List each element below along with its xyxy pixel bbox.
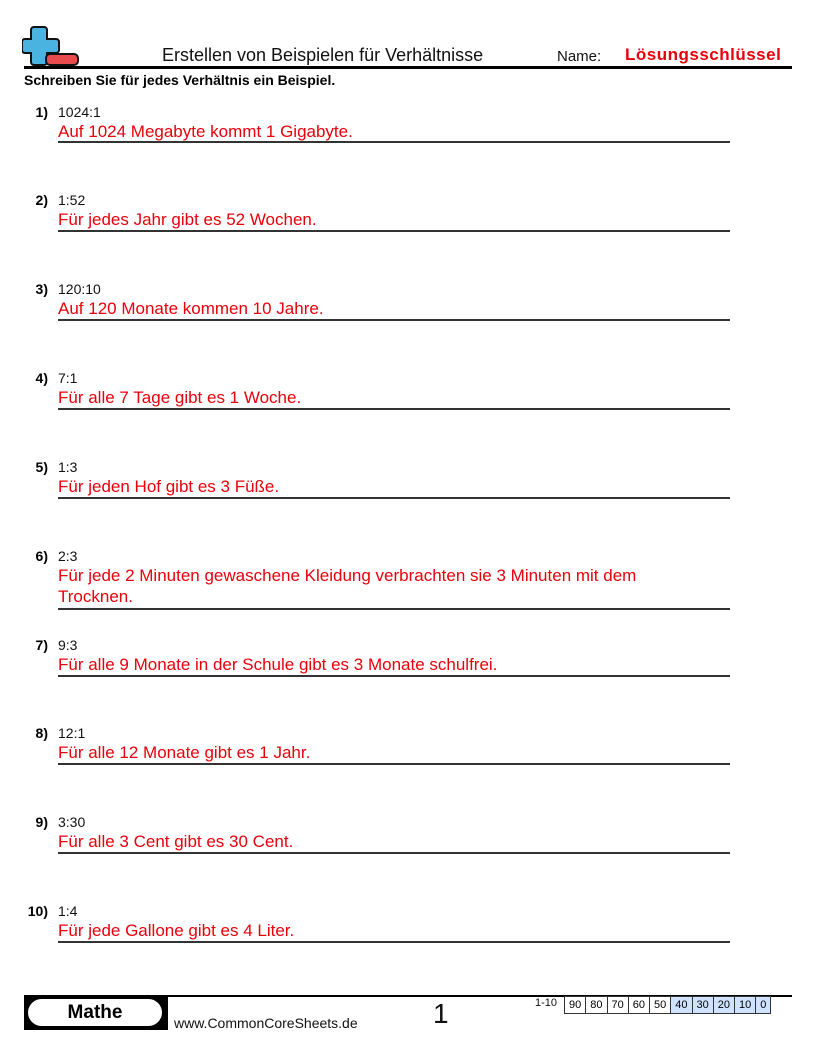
problem-ratio: 2:3 — [58, 548, 78, 564]
answer-line — [58, 497, 730, 499]
score-cell: 60 — [628, 997, 649, 1014]
answer-text: Auf 1024 Megabyte kommt 1 Gigabyte. — [58, 122, 353, 141]
problem-number: 3) — [35, 281, 48, 297]
answer-text: Für alle 7 Tage gibt es 1 Woche. — [58, 388, 302, 407]
score-cell: 30 — [692, 997, 713, 1014]
problem-number: 6) — [35, 548, 48, 564]
answer-line — [58, 141, 730, 143]
problem-ratio: 120:10 — [58, 281, 101, 297]
problem-number: 2) — [35, 192, 48, 208]
problem-number: 8) — [35, 725, 48, 741]
problem-ratio: 1:52 — [58, 192, 86, 208]
problem-ratio: 9:3 — [58, 637, 78, 653]
problem-ratio: 1:4 — [58, 903, 78, 919]
answer-text: Für jede Gallone gibt es 4 Liter. — [58, 921, 295, 940]
answer-line — [58, 675, 730, 677]
answer-line — [58, 941, 730, 943]
score-cell: 40 — [671, 997, 692, 1014]
problem-number: 4) — [35, 370, 48, 386]
page-number: 1 — [433, 998, 449, 1029]
score-cell: 80 — [586, 997, 607, 1014]
answer-text: Für jeden Hof gibt es 3 Füße. — [58, 477, 280, 496]
score-cell: 70 — [607, 997, 628, 1014]
score-cell: 0 — [756, 997, 771, 1014]
answer-line — [58, 608, 730, 610]
problem-ratio: 12:1 — [58, 725, 86, 741]
problem-number: 9) — [35, 814, 48, 830]
problem-number: 10) — [27, 903, 48, 919]
answer-text: Für alle 9 Monate in der Schule gibt es 3 Monate schulfrei. — [58, 655, 498, 674]
problem-ratio: 1024:1 — [58, 104, 101, 120]
answer-text: Für alle 3 Cent gibt es 30 Cent. — [58, 832, 294, 851]
header-divider — [24, 66, 792, 69]
page-title: Erstellen von Beispielen für Verhältnisse — [162, 45, 484, 65]
answer-text: Für jede 2 Minuten gewaschene Kleidung verbrachten sie 3 Minuten mit dem Trocknen. — [58, 566, 637, 606]
score-cell: 10 — [735, 997, 756, 1014]
problem-ratio: 7:1 — [58, 370, 78, 386]
instructions: Schreiben Sie für jedes Verhältnis ein Beispiel. — [24, 72, 336, 88]
name-value: Lösungsschlüssel — [625, 45, 782, 64]
problem-ratio: 1:3 — [58, 459, 78, 475]
score-range-label: 1-10 — [535, 997, 558, 1009]
answer-line — [58, 852, 730, 854]
answer-line — [58, 319, 730, 321]
problem-number: 5) — [35, 459, 48, 475]
score-cell: 20 — [713, 997, 734, 1014]
plus-minus-logo-icon — [22, 24, 80, 68]
problem-number: 1) — [35, 104, 48, 120]
score-table — [564, 996, 771, 1014]
answer-text: Für jedes Jahr gibt es 52 Wochen. — [58, 210, 317, 229]
answer-text: Auf 120 Monate kommen 10 Jahre. — [58, 299, 324, 318]
score-cell: 90 — [565, 997, 586, 1014]
answer-text: Für alle 12 Monate gibt es 1 Jahr. — [58, 743, 311, 762]
problem-ratio: 3:30 — [58, 814, 86, 830]
answer-line — [58, 408, 730, 410]
answer-line — [58, 230, 730, 232]
name-label: Name: — [557, 48, 602, 65]
answer-line — [58, 763, 730, 765]
site-url: www.CommonCoreSheets.de — [174, 1015, 358, 1031]
score-cell: 50 — [650, 997, 671, 1014]
subject-badge: Mathe — [28, 999, 162, 1026]
problem-number: 7) — [35, 637, 48, 653]
